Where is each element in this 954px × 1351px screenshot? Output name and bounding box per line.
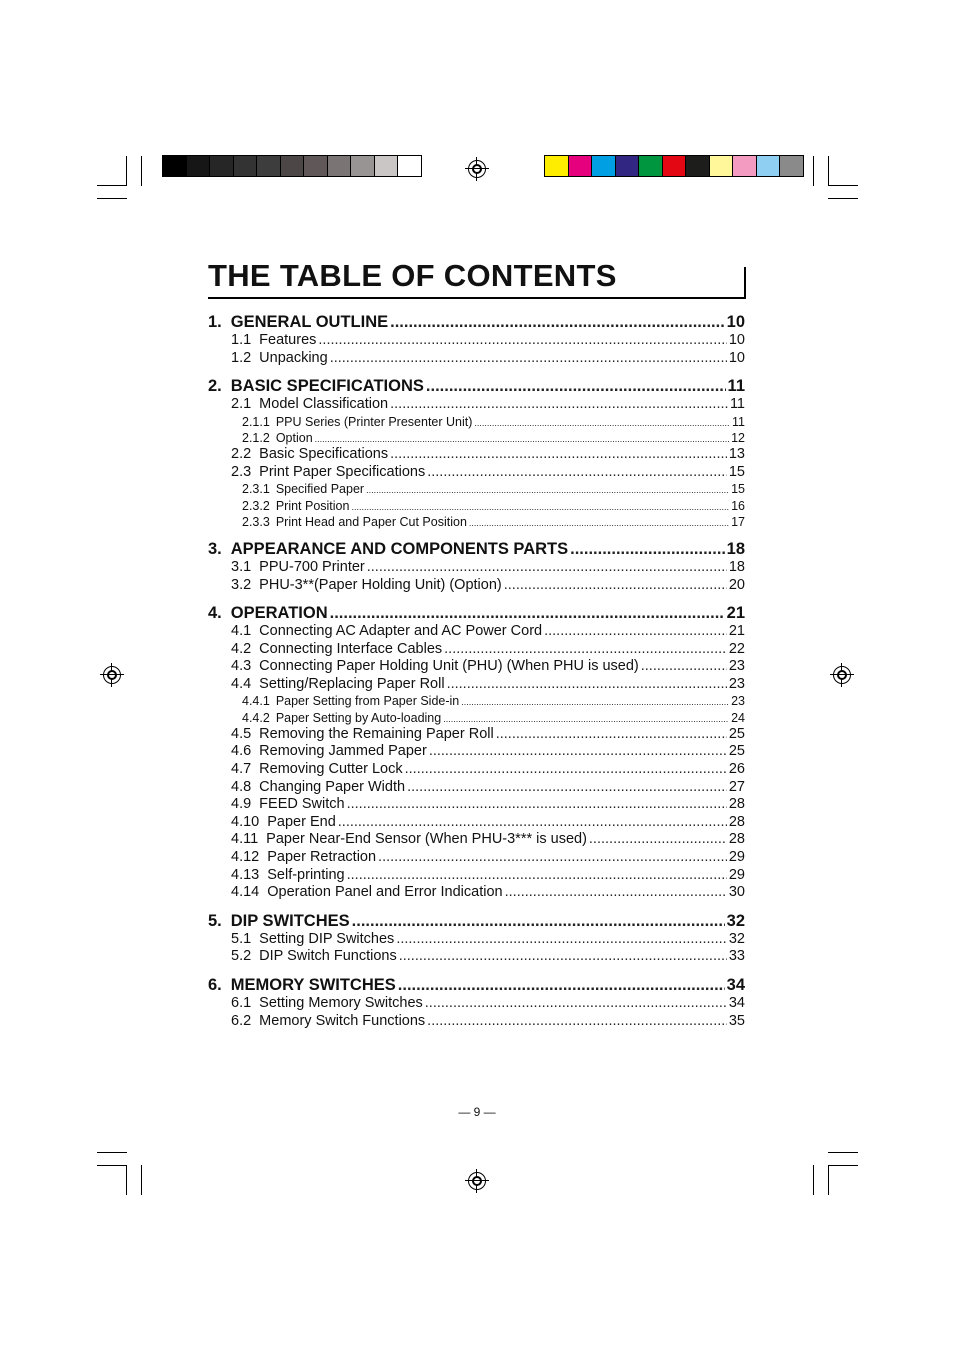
- toc-entry-page: 10: [728, 349, 745, 366]
- dot-leader: [315, 431, 729, 447]
- toc-entry-number: 4.7: [231, 761, 252, 778]
- dot-leader: [338, 814, 727, 832]
- toc-entry-page: 18: [728, 558, 745, 575]
- toc-entry-page: 24: [731, 710, 745, 725]
- dot-leader: [407, 779, 727, 797]
- toc-subsection-entry[interactable]: [208, 867, 745, 885]
- toc-section: [208, 911, 745, 966]
- toc-entry-label: Basic Specifications: [259, 446, 389, 463]
- toc-entry-number: 4.3: [231, 658, 252, 675]
- dot-leader: [589, 831, 727, 849]
- toc-entry-number: 3.1: [231, 558, 252, 575]
- toc-subsection-entry[interactable]: [208, 658, 745, 676]
- toc-entry-number: 4.4: [231, 675, 252, 692]
- toc-entry-label: Connecting Paper Holding Unit (PHU) (When PHU is used): [259, 658, 639, 675]
- toc-subsection-entry[interactable]: [208, 446, 745, 464]
- toc-entry-number: 1.2: [231, 349, 252, 366]
- toc-entry-number: 2.1: [231, 396, 252, 413]
- toc-subsection-entry[interactable]: [208, 779, 745, 797]
- gray-swatch: [256, 156, 280, 176]
- toc-subsubsection-entry[interactable]: [208, 710, 745, 726]
- toc-subsection-entry[interactable]: [208, 332, 745, 350]
- toc-subsection-entry[interactable]: [208, 995, 745, 1013]
- toc-entry-number: 4.: [208, 604, 222, 623]
- dot-leader: [352, 911, 725, 931]
- toc-entry-label: Removing the Remaining Paper Roll: [259, 725, 494, 742]
- toc-chapter-entry[interactable]: [208, 911, 745, 931]
- dot-leader: [429, 743, 727, 761]
- toc-entry-page: 23: [728, 658, 745, 675]
- toc-subsection-entry[interactable]: [208, 831, 745, 849]
- dot-leader: [318, 332, 726, 350]
- color-swatch: [732, 156, 756, 176]
- toc-chapter-entry[interactable]: [208, 539, 745, 559]
- color-swatch: [591, 156, 615, 176]
- toc-entry-label: DIP Switch Functions: [259, 948, 397, 965]
- toc-subsubsection-entry[interactable]: [208, 430, 745, 446]
- toc-subsection-entry[interactable]: [208, 814, 745, 832]
- dot-leader: [427, 1013, 727, 1031]
- toc-entry-page: 22: [728, 640, 745, 657]
- toc-subsection-entry[interactable]: [208, 577, 745, 595]
- toc-entry-page: 34: [726, 975, 745, 994]
- toc-subsection-entry[interactable]: [208, 849, 745, 867]
- toc-chapter-entry[interactable]: [208, 603, 745, 623]
- toc-entry-page: 10: [728, 332, 745, 348]
- toc-entry-label: Connecting AC Adapter and AC Power Cord: [259, 623, 543, 640]
- toc-section: [208, 539, 745, 594]
- toc-entry-label: Paper Setting from Paper Side-in: [275, 694, 460, 709]
- toc-entry-number: 4.11: [231, 831, 259, 848]
- toc-entry-page: 12: [731, 430, 745, 445]
- toc-subsubsection-entry[interactable]: [208, 498, 745, 514]
- toc-subsection-entry[interactable]: [208, 641, 745, 659]
- toc-entry-label: Setting Memory Switches: [259, 994, 423, 1011]
- toc-subsection-entry[interactable]: [208, 796, 745, 814]
- toc-entry-page: 17: [731, 514, 745, 529]
- page-number: — 9 —: [458, 1105, 496, 1119]
- toc-entry-page: 21: [728, 623, 745, 640]
- color-swatch: [709, 156, 733, 176]
- dot-leader: [378, 849, 727, 867]
- toc-entry-number: 4.13: [231, 866, 260, 883]
- dot-leader: [443, 711, 729, 727]
- toc-entry-page: 26: [728, 761, 745, 778]
- toc-entry-page: 21: [726, 604, 745, 623]
- toc-entry-label: Option: [275, 430, 313, 445]
- toc-entry-page: 20: [728, 576, 745, 593]
- toc-entry-number: 2.: [208, 377, 222, 396]
- dot-leader: [399, 948, 727, 966]
- toc-entry-number: 2.3: [231, 463, 252, 480]
- toc-entry-label: MEMORY SWITCHES: [230, 975, 396, 994]
- toc-entry-number: 1.: [208, 313, 222, 331]
- toc-subsection-entry[interactable]: [208, 623, 745, 641]
- toc-entry-label: PPU Series (Printer Presenter Unit): [275, 414, 473, 429]
- toc-subsection-entry[interactable]: [208, 559, 745, 577]
- toc-entry-page: 34: [728, 994, 745, 1011]
- toc-entry-label: OPERATION: [230, 604, 328, 623]
- toc-entry-page: 10: [726, 313, 745, 331]
- toc-entry-number: 2.3.2: [242, 498, 270, 513]
- title-side-rule: [744, 267, 746, 299]
- toc-entry-label: Memory Switch Functions: [259, 1012, 426, 1029]
- dot-leader: [474, 415, 730, 431]
- toc-entry-label: Setting/Replacing Paper Roll: [259, 675, 445, 692]
- toc-section: [208, 312, 745, 367]
- dot-leader: [366, 482, 729, 498]
- dot-leader: [396, 931, 727, 949]
- toc-entry-page: 23: [728, 675, 745, 692]
- toc-subsection-entry[interactable]: [208, 948, 745, 966]
- toc-entry-label: Paper Setting by Auto-loading: [275, 710, 442, 725]
- toc-subsection-entry[interactable]: [208, 396, 745, 414]
- dot-leader: [444, 641, 727, 659]
- toc-entry-page: 32: [728, 930, 745, 947]
- toc-entry-number: 4.6: [231, 743, 252, 760]
- toc-entry-number: 4.5: [231, 725, 252, 742]
- dot-leader: [425, 995, 727, 1013]
- toc-subsubsection-entry[interactable]: [208, 514, 745, 530]
- toc-entry-number: 4.12: [231, 849, 260, 865]
- toc-entry-number: 4.2: [231, 640, 252, 657]
- toc-subsection-entry[interactable]: [208, 726, 745, 744]
- color-swatch: [638, 156, 662, 176]
- dot-leader: [398, 975, 725, 995]
- dot-leader: [351, 499, 729, 515]
- toc-entry-number: 2.1.2: [242, 430, 270, 445]
- toc-entry-page: 30: [728, 884, 745, 901]
- toc-entry-number: 2.3.3: [242, 514, 270, 529]
- toc-entry-number: 4.1: [231, 623, 252, 640]
- registration-mark-bottom-icon: [468, 1172, 486, 1190]
- toc-entry-page: 27: [728, 778, 745, 795]
- gray-swatch: [186, 156, 210, 176]
- color-swatch: [568, 156, 592, 176]
- toc-chapter-entry[interactable]: [208, 376, 745, 396]
- toc-entry-page: 29: [728, 849, 745, 865]
- gray-swatch: [209, 156, 233, 176]
- dot-leader: [469, 515, 729, 531]
- color-calibration-bar: [544, 155, 804, 177]
- toc-entry-label: Features: [259, 332, 317, 348]
- gray-swatch: [163, 156, 186, 176]
- toc-entry-page: 28: [728, 813, 745, 830]
- toc-entry-number: 2.3.1: [242, 482, 270, 497]
- dot-leader: [641, 658, 727, 676]
- toc-entry-page: 11: [729, 396, 745, 413]
- toc-entry-number: 3.: [208, 539, 222, 558]
- toc-subsection-entry[interactable]: [208, 761, 745, 779]
- toc-entry-label: FEED Switch: [259, 796, 345, 813]
- toc-entry-label: Removing Jammed Paper: [259, 743, 427, 760]
- dot-leader: [427, 464, 727, 482]
- toc-entry-number: 6.: [208, 975, 222, 994]
- color-swatch: [615, 156, 639, 176]
- color-swatch: [685, 156, 709, 176]
- toc-entry-number: 4.9: [231, 796, 252, 813]
- gray-swatch: [327, 156, 351, 176]
- toc-entry-label: BASIC SPECIFICATIONS: [230, 377, 424, 396]
- toc-entry-page: 28: [728, 796, 745, 813]
- toc-entry-number: 6.2: [231, 1012, 252, 1029]
- registration-mark-top-icon: [468, 160, 486, 178]
- toc-entry-label: Operation Panel and Error Indication: [267, 884, 503, 901]
- toc-entry-number: 4.4.2: [242, 710, 270, 725]
- registration-mark-right-icon: [833, 666, 851, 684]
- toc-entry-number: 2.1.1: [242, 414, 270, 429]
- dot-leader: [544, 623, 727, 641]
- registration-mark-left-icon: [103, 666, 121, 684]
- table-of-contents: [208, 312, 745, 1039]
- toc-entry-label: PHU-3**(Paper Holding Unit) (Option): [259, 576, 502, 593]
- toc-entry-label: Specified Paper: [275, 482, 365, 497]
- toc-entry-number: 4.14: [231, 884, 260, 901]
- dot-leader: [504, 577, 727, 595]
- toc-entry-label: APPEARANCE AND COMPONENTS PARTS: [230, 539, 569, 558]
- toc-entry-page: 15: [731, 482, 745, 497]
- dot-leader: [330, 603, 725, 623]
- toc-entry-label: Model Classification: [259, 396, 389, 413]
- dot-leader: [496, 726, 727, 744]
- toc-entry-number: 3.2: [231, 576, 252, 593]
- toc-subsection-entry[interactable]: [208, 350, 745, 368]
- gray-swatch: [303, 156, 327, 176]
- toc-subsubsection-entry[interactable]: [208, 414, 745, 430]
- toc-entry-page: 15: [728, 463, 745, 480]
- dot-leader: [347, 867, 727, 885]
- toc-entry-label: Paper Near-End Sensor (When PHU-3*** is used): [266, 831, 587, 848]
- toc-entry-label: Connecting Interface Cables: [259, 640, 443, 657]
- toc-subsubsection-entry[interactable]: [208, 481, 745, 497]
- toc-entry-page: 11: [732, 414, 745, 429]
- toc-entry-page: 28: [728, 831, 745, 848]
- toc-entry-label: Unpacking: [259, 349, 328, 366]
- toc-subsection-entry[interactable]: [208, 676, 745, 694]
- toc-section: [208, 376, 745, 530]
- toc-entry-number: 2.2: [231, 446, 252, 463]
- gray-swatch: [397, 156, 421, 176]
- gray-swatch: [350, 156, 374, 176]
- toc-entry-label: Print Position: [275, 498, 350, 513]
- toc-entry-page: 33: [728, 948, 745, 965]
- toc-chapter-entry[interactable]: [208, 312, 745, 332]
- toc-section: [208, 975, 745, 1030]
- color-swatch: [756, 156, 780, 176]
- toc-entry-label: Print Paper Specifications: [259, 463, 426, 480]
- toc-entry-number: 1.1: [231, 332, 252, 348]
- toc-entry-label: Self-printing: [267, 866, 345, 883]
- toc-subsubsection-entry[interactable]: [208, 693, 745, 709]
- page-title: THE TABLE OF CONTENTS: [208, 258, 617, 293]
- toc-entry-page: 25: [728, 725, 745, 742]
- dot-leader: [426, 376, 726, 396]
- toc-entry-label: Paper End: [267, 813, 336, 830]
- toc-entry-label: PPU-700 Printer: [259, 558, 365, 575]
- dot-leader: [405, 761, 727, 779]
- dot-leader: [390, 312, 725, 332]
- toc-entry-page: 29: [728, 866, 745, 883]
- toc-entry-page: 13: [728, 446, 745, 463]
- toc-subsection-entry[interactable]: [208, 1013, 745, 1031]
- dot-leader: [505, 884, 727, 902]
- toc-entry-label: GENERAL OUTLINE: [230, 313, 389, 331]
- gray-swatch: [374, 156, 398, 176]
- toc-subsection-entry[interactable]: [208, 884, 745, 902]
- toc-entry-page: 16: [731, 498, 745, 513]
- toc-entry-number: 5.2: [231, 948, 252, 965]
- dot-leader: [447, 676, 727, 694]
- toc-entry-number: 4.8: [231, 778, 252, 795]
- toc-entry-page: 32: [726, 911, 745, 930]
- toc-entry-label: Paper Retraction: [267, 849, 377, 865]
- dot-leader: [367, 559, 727, 577]
- toc-entry-page: 35: [728, 1012, 745, 1029]
- dot-leader: [390, 446, 727, 464]
- grayscale-calibration-bar: [162, 155, 422, 177]
- toc-subsection-entry[interactable]: [208, 743, 745, 761]
- toc-entry-page: 23: [731, 694, 745, 709]
- toc-subsection-entry[interactable]: [208, 931, 745, 949]
- toc-entry-number: 6.1: [231, 994, 252, 1011]
- toc-chapter-entry[interactable]: [208, 975, 745, 995]
- toc-entry-label: Print Head and Paper Cut Position: [275, 514, 467, 529]
- toc-entry-label: Removing Cutter Lock: [259, 761, 403, 778]
- toc-entry-number: 4.10: [231, 813, 260, 830]
- toc-entry-page: 25: [728, 743, 745, 760]
- dot-leader: [461, 694, 729, 710]
- toc-entry-page: 11: [727, 377, 745, 396]
- gray-swatch: [233, 156, 257, 176]
- toc-entry-label: Setting DIP Switches: [259, 930, 395, 947]
- dot-leader: [390, 396, 728, 414]
- title-underline: [208, 297, 746, 299]
- toc-entry-label: DIP SWITCHES: [230, 911, 350, 930]
- toc-entry-number: 5.: [208, 911, 222, 930]
- toc-section: [208, 603, 745, 902]
- dot-leader: [330, 350, 727, 368]
- dot-leader: [347, 796, 727, 814]
- toc-entry-label: Changing Paper Width: [259, 778, 406, 795]
- dot-leader: [570, 539, 725, 559]
- color-swatch: [662, 156, 686, 176]
- toc-entry-number: 5.1: [231, 930, 252, 947]
- color-swatch: [779, 156, 803, 176]
- toc-entry-number: 4.4.1: [242, 694, 270, 709]
- gray-swatch: [280, 156, 304, 176]
- color-swatch: [545, 156, 568, 176]
- toc-entry-page: 18: [726, 539, 745, 558]
- toc-subsection-entry[interactable]: [208, 464, 745, 482]
